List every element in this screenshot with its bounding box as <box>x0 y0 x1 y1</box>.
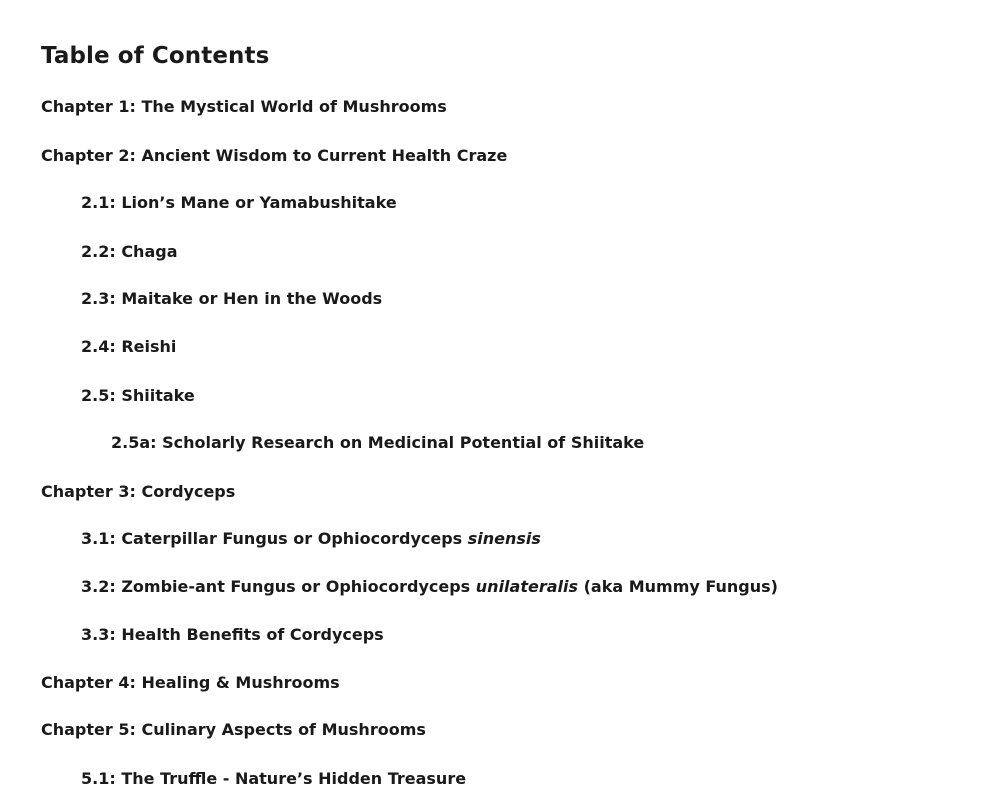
toc-link-section-3-1[interactable] <box>81 529 541 549</box>
toc-link-chapter-4[interactable]: Chapter 4: Healing & Mushrooms <box>41 673 340 692</box>
toc-link-chapter-5[interactable]: Chapter 5: Culinary Aspects of Mushrooms <box>41 720 426 739</box>
toc-link-section-2-3[interactable]: 2.3: Maitake or Hen in the Woods <box>81 289 383 308</box>
toc-link-section-2-5[interactable]: 2.5: Shiitake <box>81 386 195 405</box>
toc-entry-text: 3.1: Caterpillar Fungus or Ophiocordyceps <box>81 529 468 548</box>
toc-link-chapter-2[interactable]: Chapter 2: Ancient Wisdom to Current Health Craze <box>41 146 508 165</box>
toc-link-chapter-3[interactable]: Chapter 3: Cordyceps <box>41 482 236 501</box>
toc-link-section-2-2[interactable]: 2.2: Chaga <box>81 242 178 261</box>
toc-link-section-2-4[interactable]: 2.4: Reishi <box>81 337 177 356</box>
toc-title: Table of Contents <box>41 43 270 69</box>
toc-entry-species-italic: unilateralis <box>475 577 579 596</box>
toc-link-section-2-5a[interactable]: 2.5a: Scholarly Research on Medicinal Potential of Shiitake <box>111 433 645 452</box>
toc-link-chapter-1[interactable]: Chapter 1: The Mystical World of Mushrooms <box>41 97 447 116</box>
toc-link-section-2-1[interactable]: 2.1: Lion’s Mane or Yamabushitake <box>81 193 397 212</box>
toc-entry-text-suffix: (aka Mummy Fungus) <box>578 577 778 596</box>
toc-link-section-3-3[interactable]: 3.3: Health Benefits of Cordyceps <box>81 625 384 644</box>
toc-entry-species-italic: sinensis <box>467 529 541 548</box>
toc-link-section-3-2[interactable] <box>81 577 778 597</box>
toc-link-section-5-1[interactable]: 5.1: The Truffle - Nature’s Hidden Treasure <box>81 769 467 788</box>
toc-entry-text: 3.2: Zombie-ant Fungus or Ophiocordyceps <box>81 577 476 596</box>
